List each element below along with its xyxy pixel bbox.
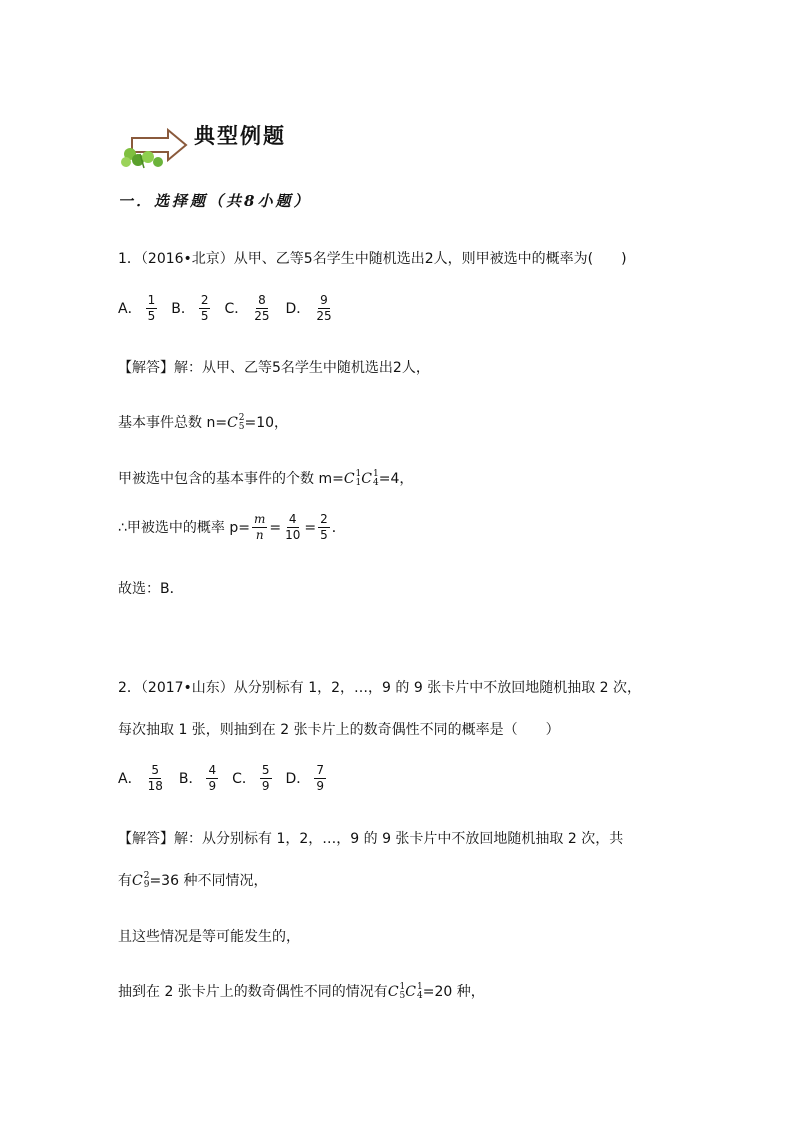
q1-solution-line-2: 基本事件总数 n= C 2 5 =10，	[118, 413, 289, 432]
option-c: C． $\frac{5}{9}$	[232, 763, 270, 793]
option-b: B． $\frac{4}{9}$	[178, 763, 217, 793]
q1-solution-line-4: ∴甲被选中的概率 p= $\frac{m}{n}$ = $\frac{4}{10}$ = $\frac{2}{5}$ ．	[118, 512, 346, 542]
clover-arrow-icon	[118, 124, 190, 170]
question-2-options	[118, 763, 340, 794]
option-b: B． $\frac{2}{5}$	[171, 293, 209, 323]
question-1-options	[118, 293, 348, 324]
option-d: D． $\frac{9}{25}$	[285, 293, 332, 323]
q1-answer: 故选：B．	[118, 581, 184, 597]
option-c: C． $\frac{8}{25}$	[224, 293, 270, 323]
option-a: A． $\frac{5}{18}$	[118, 763, 163, 793]
q2-solution-line-3: 且这些情况是等可能发生的，	[118, 929, 300, 945]
q2-solution-line-4: 抽到在 2 张卡片上的数奇偶性不同的情况有 C 1 5 C 1 4 =20 种，	[118, 982, 485, 1001]
page-title: 典型例题	[194, 123, 286, 148]
question-2-stem-line-1: 2．（2017•山东）从分别标有 1，2，…，9 的 9 张卡片中不放回地随机抽取 2 次，	[118, 680, 642, 696]
q1-solution-line-3: 甲被选中包含的基本事件的个数 m= C 1 1 C 1 4 =4，	[118, 469, 414, 488]
q2-solution-line-2: 有 C 2 9 =36 种不同情况，	[118, 871, 268, 890]
section-title: 一．选择题（共8小题）	[118, 192, 312, 210]
question-1-stem: 1．（2016•北京）从甲、乙等5名学生中随机选出2人，则甲被选中的概率为( )	[118, 251, 627, 267]
question-2-stem-line-2: 每次抽取 1 张，则抽到在 2 张卡片上的数奇偶性不同的概率是（ ）	[118, 722, 560, 738]
q1-solution-line-1: 【解答】解：从甲、乙等5名学生中随机选出2人，	[118, 360, 430, 376]
option-d: D． $\frac{7}{9}$	[285, 763, 324, 793]
option-a: A． $\frac{1}{5}$	[118, 293, 156, 323]
q2-solution-line-1: 【解答】解：从分别标有 1，2，…，9 的 9 张卡片中不放回地随机抽取 2 次，共	[118, 831, 624, 847]
